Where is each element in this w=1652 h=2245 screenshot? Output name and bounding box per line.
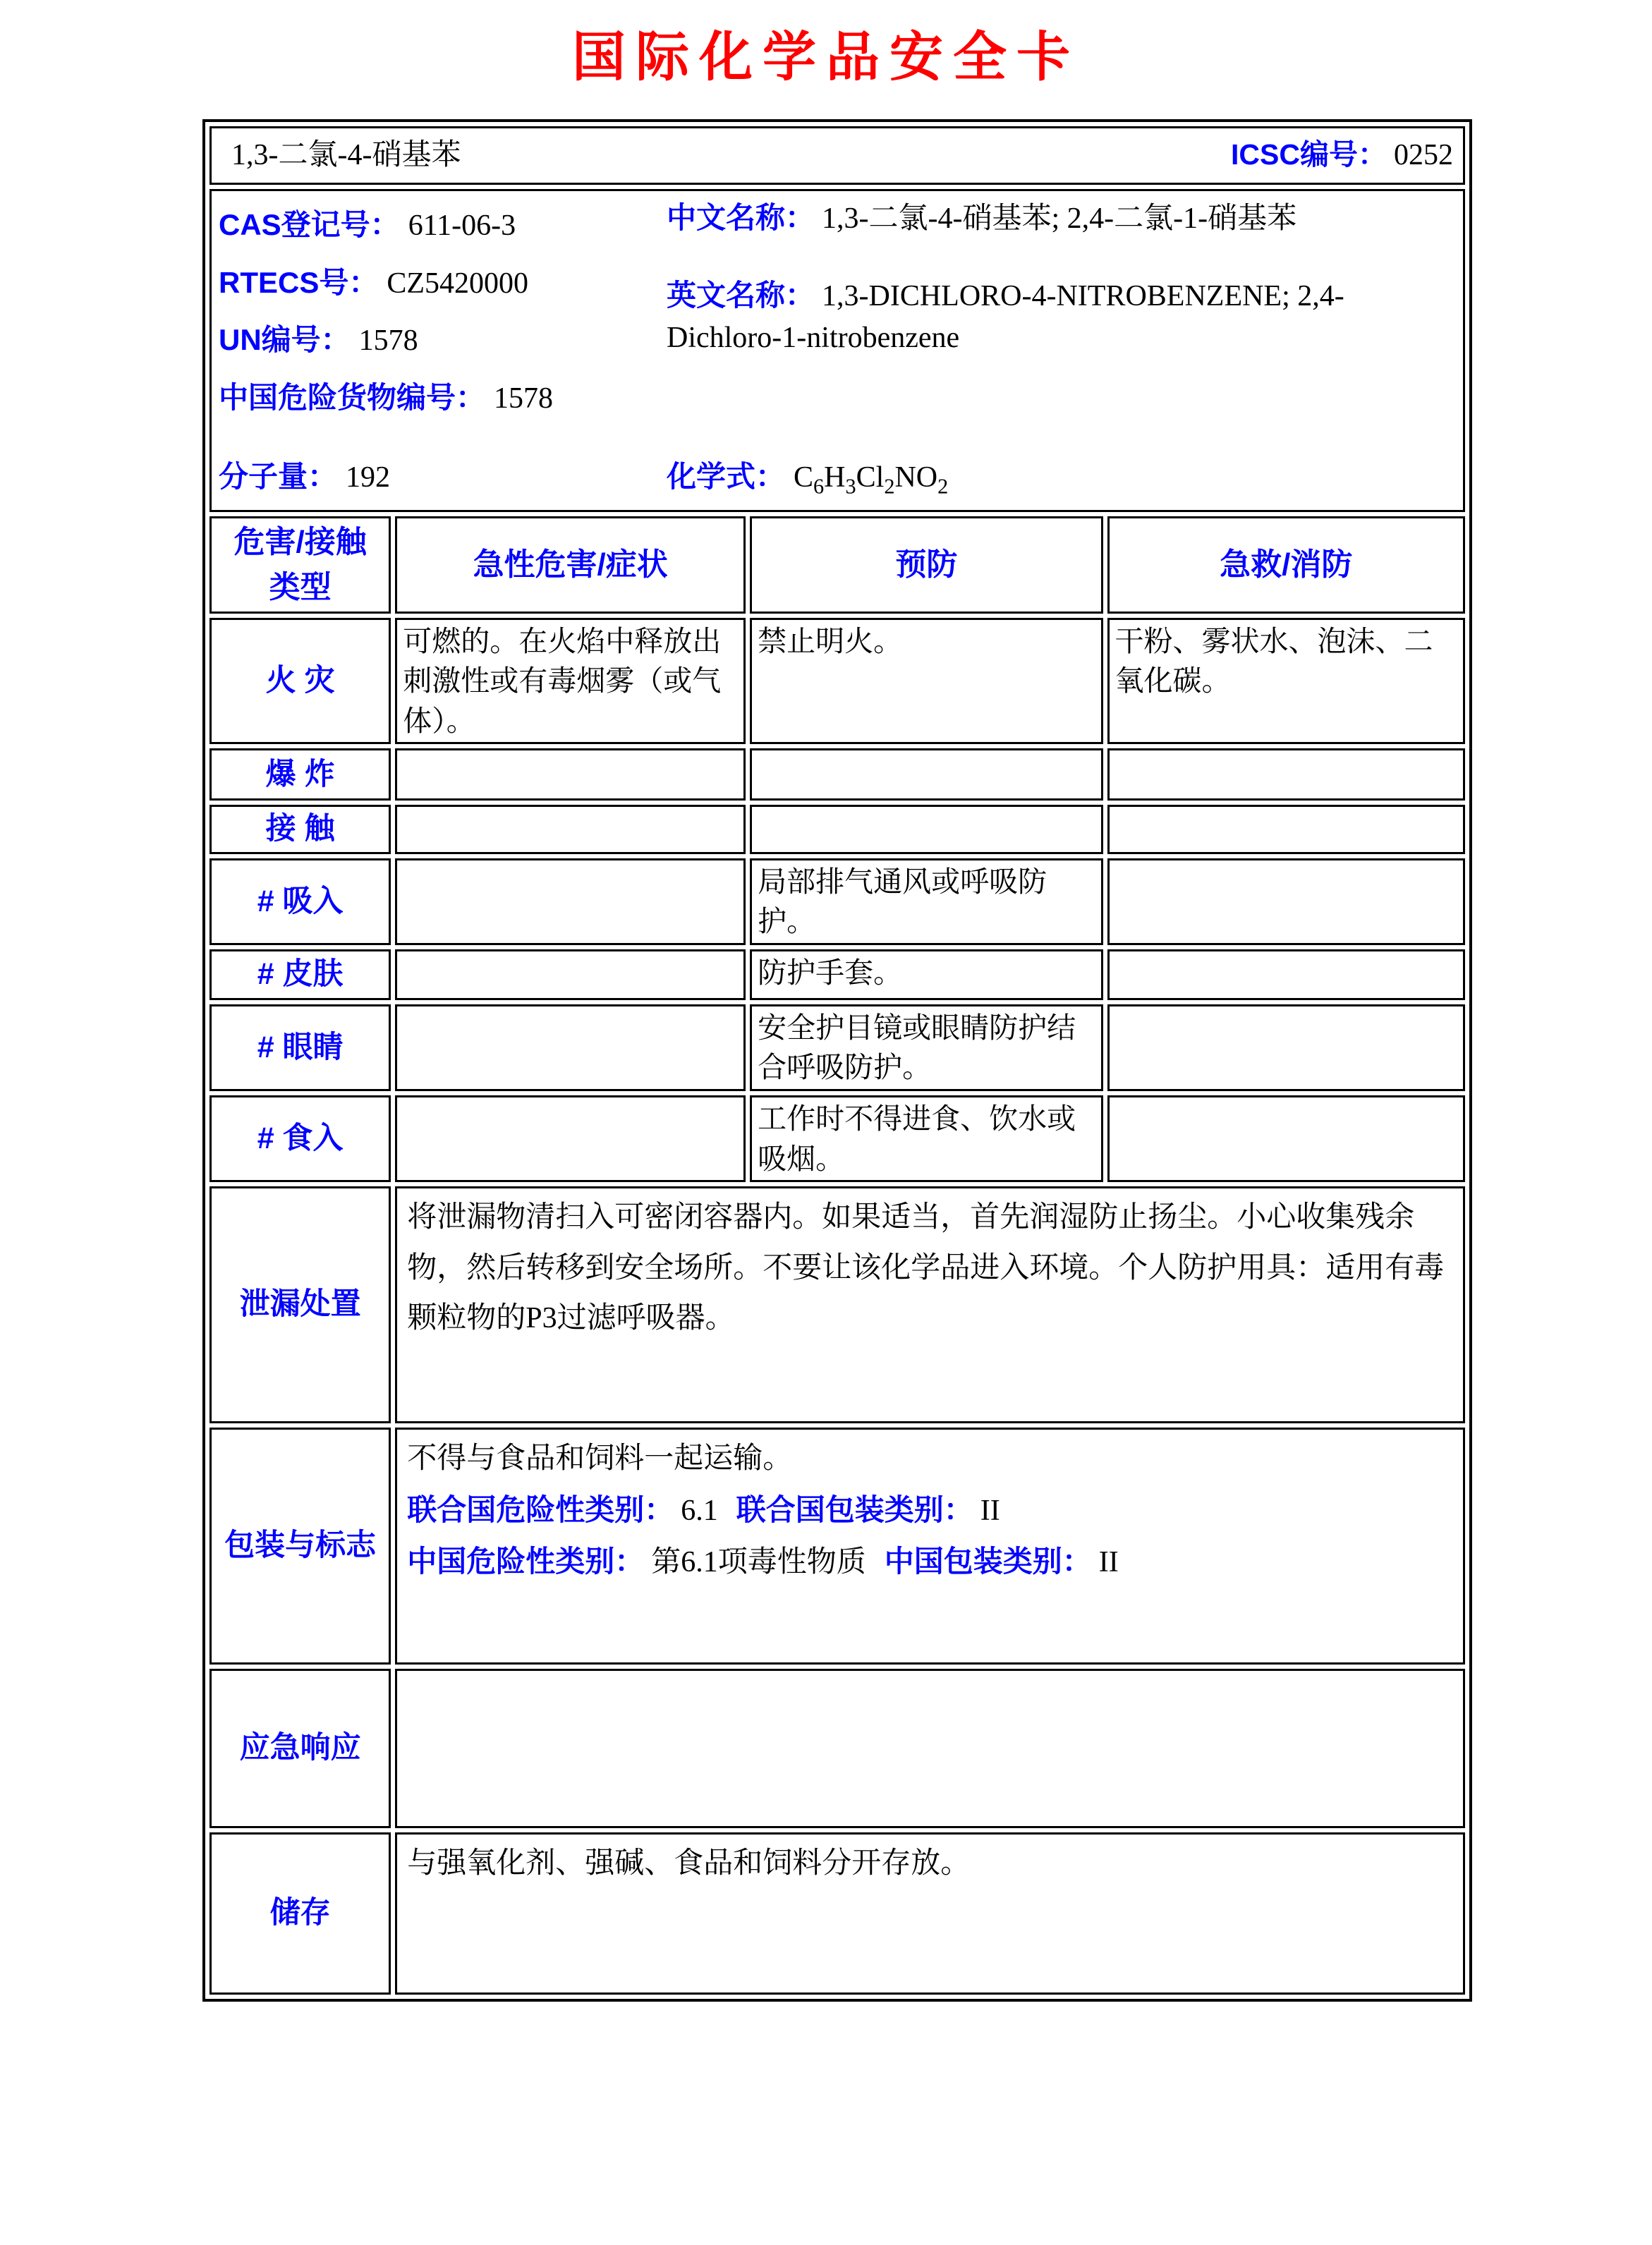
chemical-name: 1,3-二氯-4-硝基苯 xyxy=(231,138,461,171)
registry-numbers xyxy=(219,197,667,456)
icsc-number-value: 0252 xyxy=(1394,139,1453,172)
hazard-type-exposure: 接 触 xyxy=(209,805,391,853)
chemical-formula xyxy=(667,456,1456,507)
rtecs-value: CZ5420000 xyxy=(387,267,529,300)
section-row-packaging xyxy=(209,1428,1465,1665)
fire-aid: 干粉、雾状水、泡沫、二氧化碳。 xyxy=(1107,618,1465,745)
inhalation-aid xyxy=(1107,858,1465,945)
section-row-storage xyxy=(209,1832,1465,1995)
hazard-row-exposure xyxy=(209,805,1465,853)
un-classification-line xyxy=(407,1485,1453,1536)
un-value: 1578 xyxy=(358,324,418,358)
rtecs-label: RTECS号： xyxy=(219,265,379,299)
hazard-header-row xyxy=(209,516,1465,614)
packaging-transport-note: 不得与食品和饲料一起运输。 xyxy=(407,1442,793,1476)
skin-prevention: 防护手套。 xyxy=(750,949,1103,1000)
ingestion-aid xyxy=(1107,1095,1465,1182)
hazard-row-fire xyxy=(209,618,1465,745)
storage-content: 与强氧化剂、强碱、食品和饲料分开存放。 xyxy=(395,1832,1465,1995)
hazard-header-fire-aid: 急救/消防 xyxy=(1107,516,1465,614)
identification-row xyxy=(209,189,1465,512)
hazard-row-ingestion xyxy=(209,1095,1465,1182)
hazard-type-ingestion: # 食入 xyxy=(209,1095,391,1182)
skin-symptoms xyxy=(395,949,746,1000)
cas-value: 611-06-3 xyxy=(408,209,516,242)
molecular-weight-label: 分子量： xyxy=(219,460,338,494)
ingestion-prevention: 工作时不得进食、饮水或吸烟。 xyxy=(750,1095,1103,1182)
section-row-spillage xyxy=(209,1186,1465,1423)
packaging-label: 包装与标志 xyxy=(209,1428,391,1665)
icsc-number xyxy=(1231,135,1453,176)
un-packing-group-label: 联合国包装类别： xyxy=(736,1492,973,1526)
explosion-prevention xyxy=(750,748,1103,801)
china-packing-group-label: 中国包装类别： xyxy=(884,1544,1092,1578)
exposure-aid xyxy=(1107,805,1465,853)
chemical-formula-label: 化学式： xyxy=(667,460,786,494)
un-label: UN编号： xyxy=(219,323,351,357)
hazard-header-symptoms: 急性危害/症状 xyxy=(395,516,746,614)
english-name-value: 1,3-DICHLORO-4-NITROBENZENE; 2,4-Dichloro-1-nitrobenzene xyxy=(667,279,1344,355)
hazard-type-skin: # 皮肤 xyxy=(209,949,391,1000)
chinese-name-value: 1,3-二氯-4-硝基苯; 2,4-二氯-1-硝基苯 xyxy=(822,202,1297,235)
hazard-row-explosion xyxy=(209,748,1465,801)
molecular-weight xyxy=(219,456,667,507)
spillage-content: 将泄漏物清扫入可密闭容器内。如果适当，首先润湿防止扬尘。小心收集残余物，然后转移到安全场所。不要让该化学品进入环境。个人防护用具：适用有毒颗粒物的P3过滤呼吸器。 xyxy=(395,1186,1465,1423)
molecular-weight-value: 192 xyxy=(346,461,391,494)
chemical-formula-value: $C_6H_3Cl_2NO_2$ xyxy=(794,461,949,499)
chinese-name xyxy=(667,197,1453,241)
inhalation-prevention: 局部排气通风或呼吸防护。 xyxy=(750,858,1103,945)
exposure-prevention xyxy=(750,805,1103,853)
card-header-row xyxy=(209,126,1465,185)
storage-label: 储存 xyxy=(209,1832,391,1995)
hazard-type-fire: 火 灾 xyxy=(209,618,391,745)
ingestion-symptoms xyxy=(395,1095,746,1182)
skin-aid xyxy=(1107,949,1465,1000)
rtecs-number xyxy=(219,255,667,312)
china-dg-value: 1578 xyxy=(494,382,554,415)
page-title: 国际化学品安全卡 xyxy=(572,28,1080,87)
china-packing-group-value: II xyxy=(1098,1545,1119,1578)
cas-label: CAS登记号： xyxy=(219,208,400,241)
section-row-emergency xyxy=(209,1669,1465,1828)
english-name-label: 英文名称： xyxy=(667,278,815,312)
fire-prevention: 禁止明火。 xyxy=(750,618,1103,745)
spillage-label: 泄漏处置 xyxy=(209,1186,391,1423)
un-hazard-class-label: 联合国危险性类别： xyxy=(407,1492,674,1526)
china-dg-label: 中国危险货物编号： xyxy=(219,380,486,414)
china-classification-line xyxy=(407,1536,1453,1588)
hazard-row-inhalation xyxy=(209,858,1465,945)
emergency-label: 应急响应 xyxy=(209,1669,391,1828)
icsc-number-label: ICSC编号： xyxy=(1231,138,1387,171)
eyes-symptoms xyxy=(395,1004,746,1091)
emergency-content xyxy=(395,1669,1465,1828)
eyes-aid xyxy=(1107,1004,1465,1091)
un-packing-group-value: II xyxy=(980,1494,1000,1527)
chinese-name-label: 中文名称： xyxy=(667,201,815,234)
identification-cell xyxy=(209,189,1465,512)
china-hazard-class-label: 中国危险性类别： xyxy=(407,1544,645,1578)
hazard-header-type: 危害/接触 类型 xyxy=(209,516,391,614)
inhalation-symptoms xyxy=(395,858,746,945)
eyes-prevention: 安全护目镜或眼睛防护结合呼吸防护。 xyxy=(750,1004,1103,1091)
packaging-content xyxy=(395,1428,1465,1665)
english-name xyxy=(667,274,1453,360)
hazard-header-prevention: 预防 xyxy=(750,516,1103,614)
hazard-row-skin xyxy=(209,949,1465,1000)
hazard-type-inhalation: # 吸入 xyxy=(209,858,391,945)
cas-number xyxy=(219,197,667,255)
china-hazard-class-value: 第6.1项毒性物质 xyxy=(651,1545,866,1578)
icsc-card-table xyxy=(202,119,1472,2002)
card-header-cell xyxy=(209,126,1465,185)
hazard-row-eyes xyxy=(209,1004,1465,1091)
explosion-symptoms xyxy=(395,748,746,801)
fire-symptoms: 可燃的。在火焰中释放出刺激性或有毒烟雾（或气体）。 xyxy=(395,618,746,745)
china-dg-number xyxy=(219,370,667,427)
hazard-type-explosion: 爆 炸 xyxy=(209,748,391,801)
un-number xyxy=(219,312,667,370)
exposure-symptoms xyxy=(395,805,746,853)
substance-names xyxy=(667,197,1456,456)
hazard-type-eyes: # 眼睛 xyxy=(209,1004,391,1091)
un-hazard-class-value: 6.1 xyxy=(681,1494,718,1527)
explosion-aid xyxy=(1107,748,1465,801)
